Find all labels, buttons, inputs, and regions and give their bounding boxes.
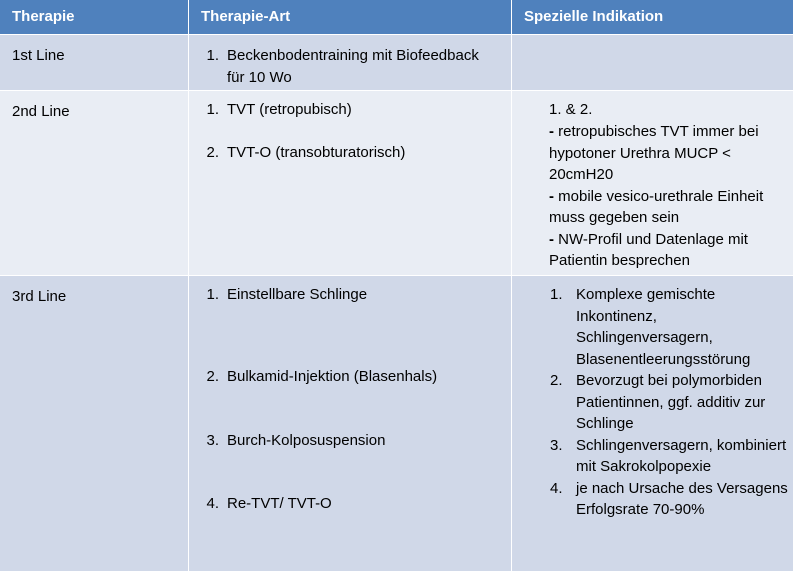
list-text: Einstellbare Schlinge [227,286,368,303]
list-number: 4. [550,479,563,497]
list-item [550,284,790,370]
indikation-title: 1. & 2. [549,101,593,118]
list-text: TVT (retropubisch) [227,101,352,118]
list-number: 1. [206,286,219,303]
indikation-line [549,186,789,229]
column-divider [188,0,189,571]
column-divider [511,0,512,571]
list-number: 3. [550,436,563,454]
table-row-2nd-line [0,91,793,275]
list-text: Bulkamid-Injektion (Blasenhals) [227,368,438,385]
list-text: Schlingenversagern, kombiniert mit Sakrokolpopexie [576,436,787,475]
dash-marker: - [549,187,554,205]
list-number: 1. [206,47,219,64]
list-number: 1. [550,286,563,303]
therapie-art-cell [189,276,511,571]
therapie-art-cell [189,35,511,90]
list-number: 1. [206,101,219,118]
therapie-art-cell [189,91,511,275]
table-row-1st-line [0,35,793,90]
list-number: 2. [550,372,563,389]
indikation-cell [512,91,793,275]
list-item [206,99,497,121]
list-text: Re-TVT/ TVT-O [227,495,332,512]
indikation-list [550,284,790,521]
indikation-lines [549,121,789,272]
list-item [550,478,790,521]
therapie-cell: 2nd Line [12,103,70,120]
header-therapie: Therapie [0,0,188,34]
list-item [206,430,497,452]
list-text: TVT-O (transobturatorisch) [227,144,406,161]
indikation-text: NW-Profil und Datenlage mit Patientin besprechen [549,230,748,269]
indikation-cell [512,276,793,571]
indikation-text: retropubisches TVT immer bei hypotoner Urethra MUCP < 20cmH20 [549,123,759,183]
therapie-cell: 1st Line [12,47,65,64]
indikation-text: mobile vesico-urethrale Einheit muss gegeben sein [549,187,764,226]
table-row-3rd-line [0,276,793,571]
list-text: Beckenbodentraining mit Biofeedback für 10 Wo [227,47,479,86]
list-item [206,493,497,515]
header-spezielle-indikation: Spezielle Indikation [512,0,793,34]
list-item [206,45,497,88]
indikation-cell [512,35,793,90]
indikation-line [549,121,789,186]
list-item [206,142,497,164]
list-text: Bevorzugt bei polymorbiden Patientinnen, ggf. additiv zur Schlinge [576,372,766,432]
list-item [206,284,497,306]
list-number: 4. [206,495,219,512]
dash-marker: - [549,230,554,248]
list-text: Burch-Kolposuspension [227,432,386,449]
indikation-line [549,229,789,272]
list-number: 2. [206,144,219,161]
list-item [550,435,790,478]
header-therapie-art: Therapie-Art [189,0,511,34]
list-text: Komplexe gemischte Inkontinenz, Schlingenversagern, Blasenentleerungsstörung [576,286,751,368]
dash-marker: - [549,123,554,140]
list-number: 2. [206,368,219,385]
list-item [550,370,790,435]
list-text: je nach Ursache des Versagens Erfolgsrate 70-90% [576,479,788,518]
list-number: 3. [206,432,219,449]
therapie-cell: 3rd Line [12,288,67,305]
list-item [206,366,497,388]
